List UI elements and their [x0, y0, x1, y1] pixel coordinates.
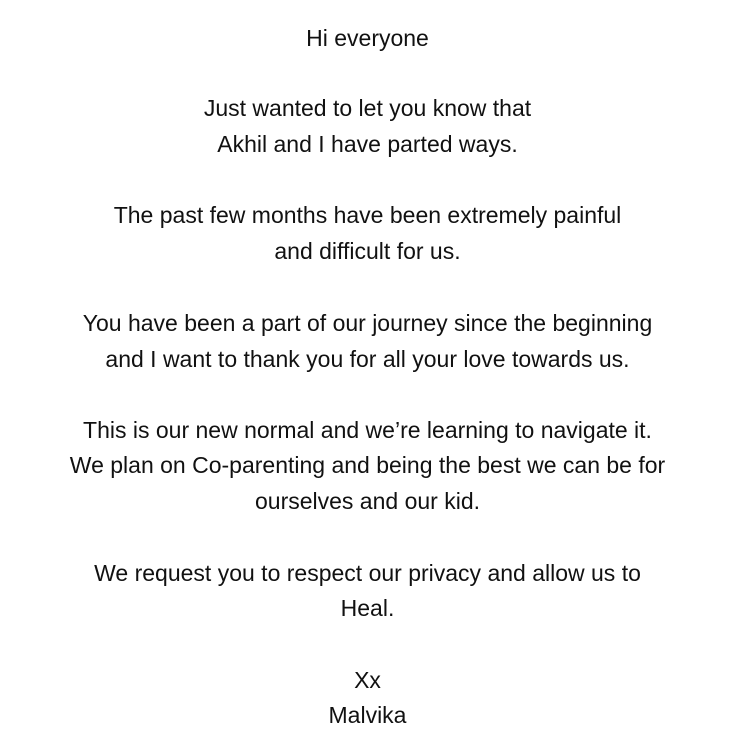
paragraph-5-line-1: We request you to respect our privacy and allow us to — [94, 560, 641, 586]
paragraph-3-line-2: and I want to thank you for all your love towards us. — [105, 346, 630, 372]
paragraph-1-line-1: Just wanted to let you know that — [203, 95, 532, 121]
signature: Malvika — [328, 702, 407, 728]
paragraph-4-line-1: This is our new normal and we’re learning to navigate it. — [83, 417, 652, 443]
paragraph-4-line-2: We plan on Co-parenting and being the best we can be for — [69, 452, 666, 478]
paragraph-1-line-2: Akhil and I have parted ways. — [217, 131, 518, 157]
paragraph-2-line-2: and difficult for us. — [274, 238, 461, 264]
paragraph-3-line-1: You have been a part of our journey since the beginning — [82, 310, 653, 336]
signoff: Xx — [354, 667, 381, 693]
paragraph-2-line-1: The past few months have been extremely painful — [113, 202, 622, 228]
greeting: Hi everyone — [306, 25, 429, 51]
paragraph-4-line-3: ourselves and our kid. — [254, 488, 480, 514]
paragraph-5-line-2: Heal. — [340, 595, 395, 621]
